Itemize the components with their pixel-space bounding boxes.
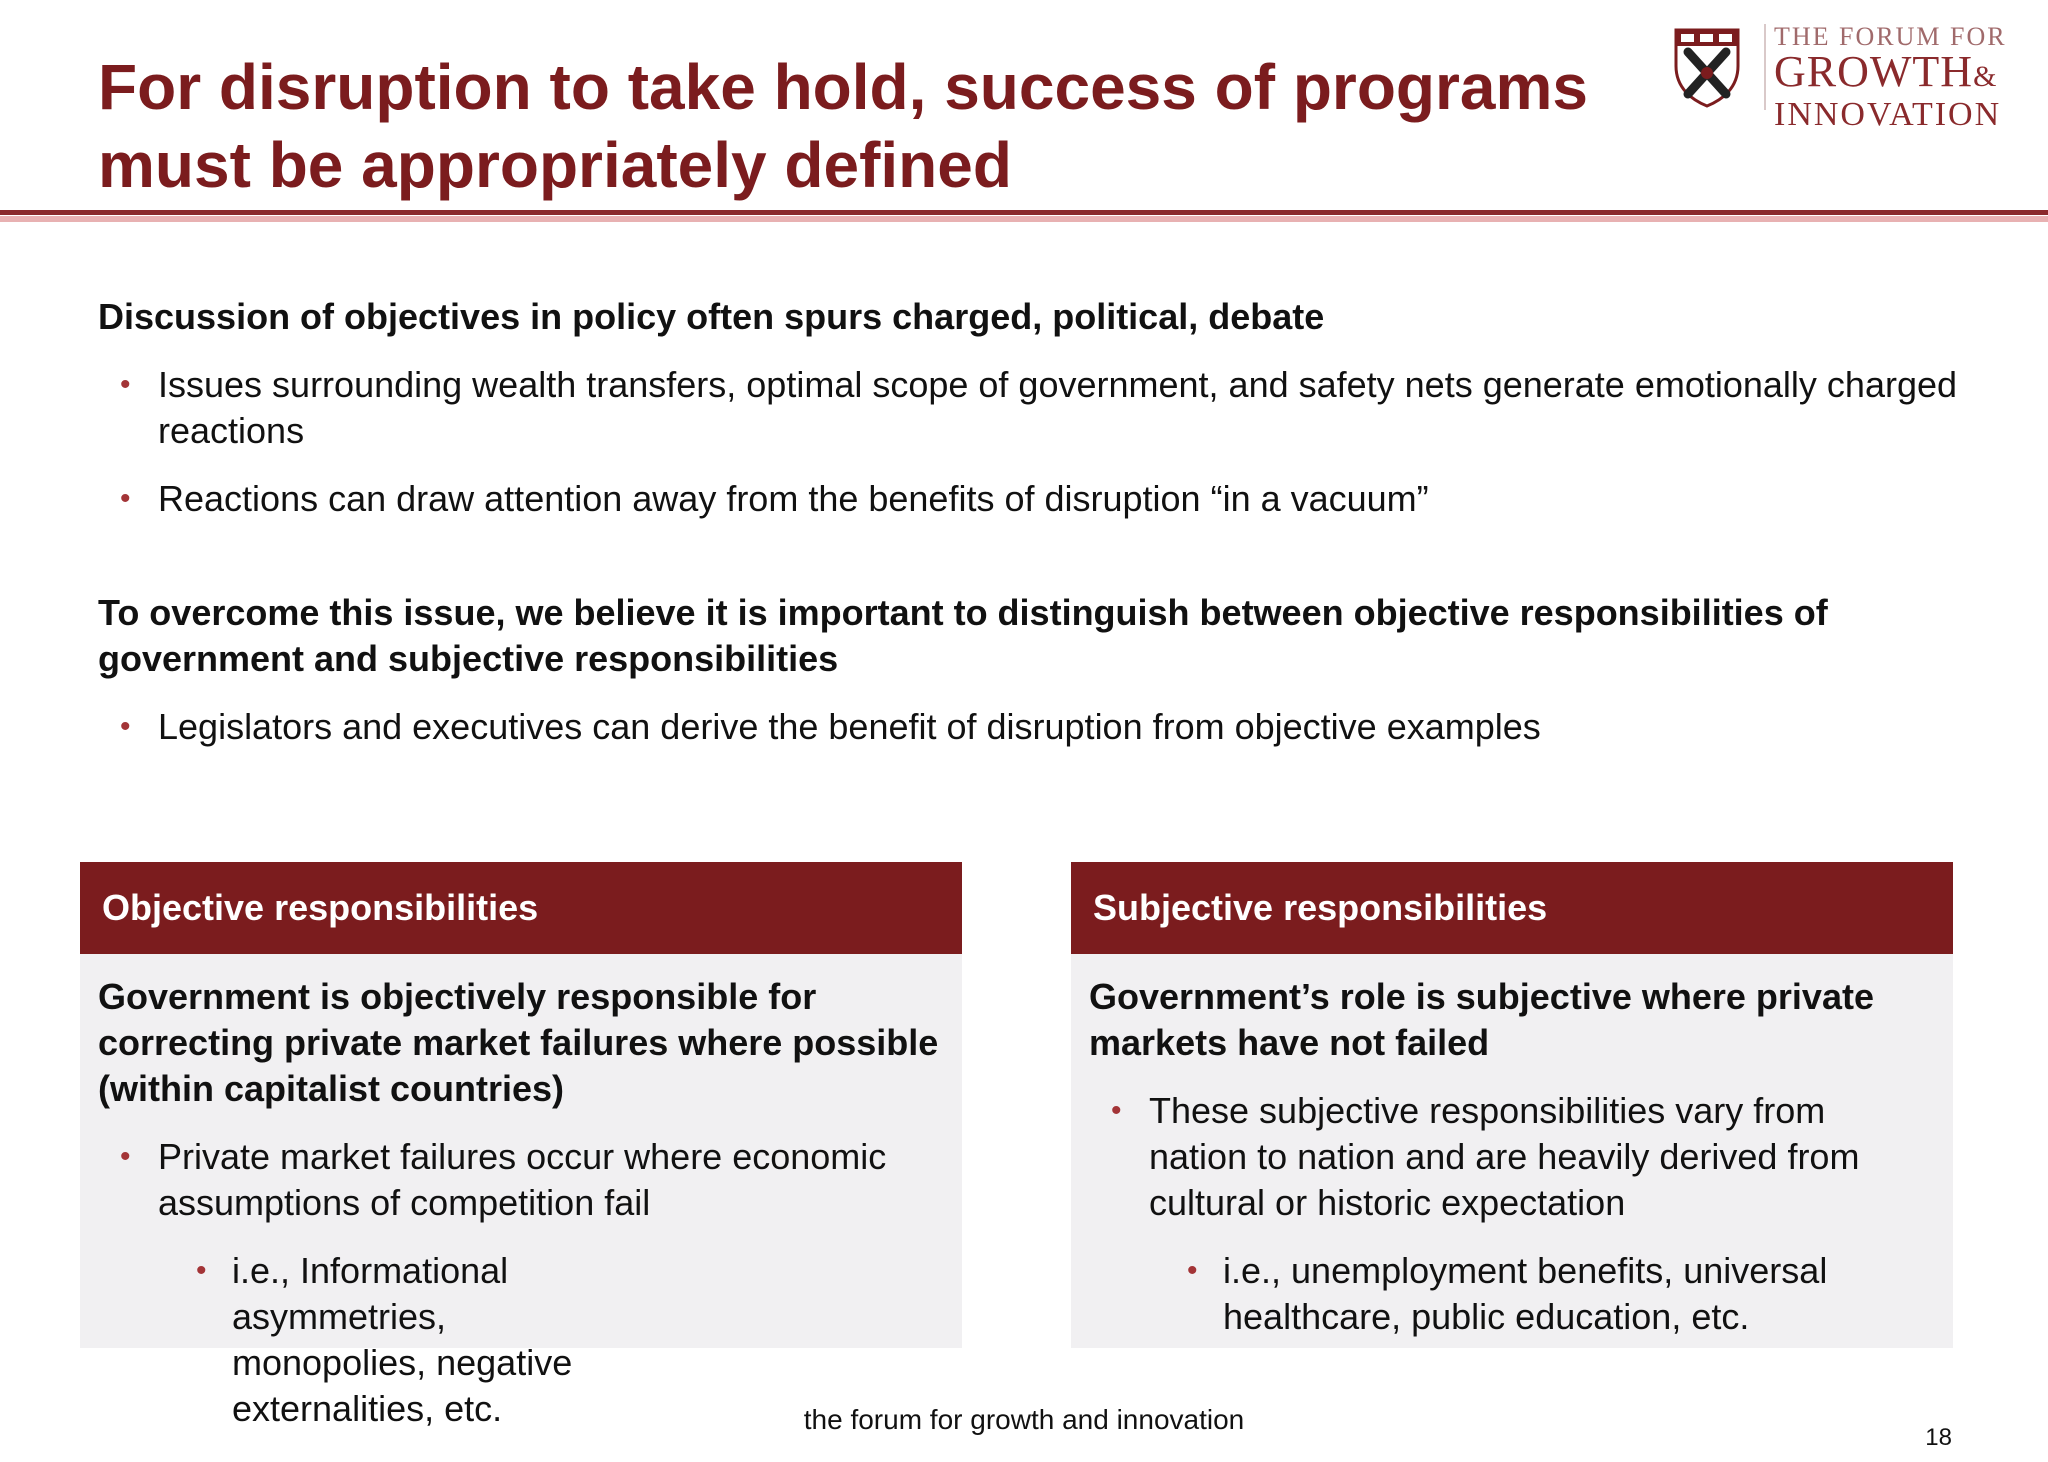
objective-panel-header: Objective responsibilities [80, 862, 962, 954]
slide-title-line-1: For disruption to take hold, success of programs [98, 51, 1588, 123]
section-overcome [98, 590, 1978, 750]
objective-panel-bullet: • Private market failures occur where economic assumptions of competition fail [98, 1134, 942, 1226]
logo-line-1: THE FORUM FOR [1774, 22, 2007, 51]
section-debate-bullet-1: • Issues surrounding wealth transfers, optimal scope of government, and safety nets generate emotionally charged reactions [98, 362, 1978, 454]
logo-growth: GROWTH [1774, 47, 1974, 96]
section-overcome-bullet-1: • Legislators and executives can derive the benefit of disruption from objective examples [98, 704, 1978, 750]
objective-responsibilities-panel [80, 862, 962, 1429]
footer-text: the forum for growth and innovation [803, 1404, 1245, 1435]
subjective-panel-sub-bullet: • i.e., unemployment benefits, universal healthcare, public education, etc. [1089, 1248, 1933, 1340]
logo-ampersand: & [1973, 60, 1998, 93]
objective-panel-heading: Government is objectively responsible for correcting private market failures where possible (within capitalist countries) [98, 976, 939, 1109]
subjective-panel-header: Subjective responsibilities [1071, 862, 1953, 954]
subjective-responsibilities-panel [1071, 862, 1953, 1348]
logo-divider [1764, 24, 1766, 110]
logo-line-2 [1774, 47, 2007, 97]
title-rule-light [0, 216, 2048, 222]
subjective-panel-body [1071, 954, 1953, 1340]
slide-title-line-2: must be appropriately defined [98, 129, 1012, 201]
subjective-panel-heading: Government’s role is subjective where private markets have not failed [1089, 976, 1874, 1063]
forum-logo [1672, 22, 2024, 133]
title-rule-dark [0, 210, 2048, 215]
subjective-panel-bullet: • These subjective responsibilities vary from nation to nation and are heavily derived from cultural or historic expectation [1089, 1088, 1933, 1226]
logo-wordmark [1774, 22, 2007, 133]
objective-panel-sub-bullet: • i.e., Informational asymmetries, monopolies, negative externalities, etc. [98, 1248, 638, 1432]
objective-panel-body [80, 954, 962, 1432]
section-debate-bullet-2: • Reactions can draw attention away from the benefits of disruption “in a vacuum” [98, 476, 1978, 522]
logo-line-3: INNOVATION [1774, 96, 2002, 133]
page-number: 18 [1925, 1424, 1952, 1451]
harvard-shield-icon [1672, 26, 1742, 108]
section-debate [98, 294, 1978, 522]
slide-title [98, 48, 1658, 204]
section-overcome-heading: To overcome this issue, we believe it is important to distinguish between objective responsibilities of government and subjective responsibilities [98, 592, 1828, 679]
section-debate-heading: Discussion of objectives in policy often spurs charged, political, debate [98, 296, 1325, 337]
